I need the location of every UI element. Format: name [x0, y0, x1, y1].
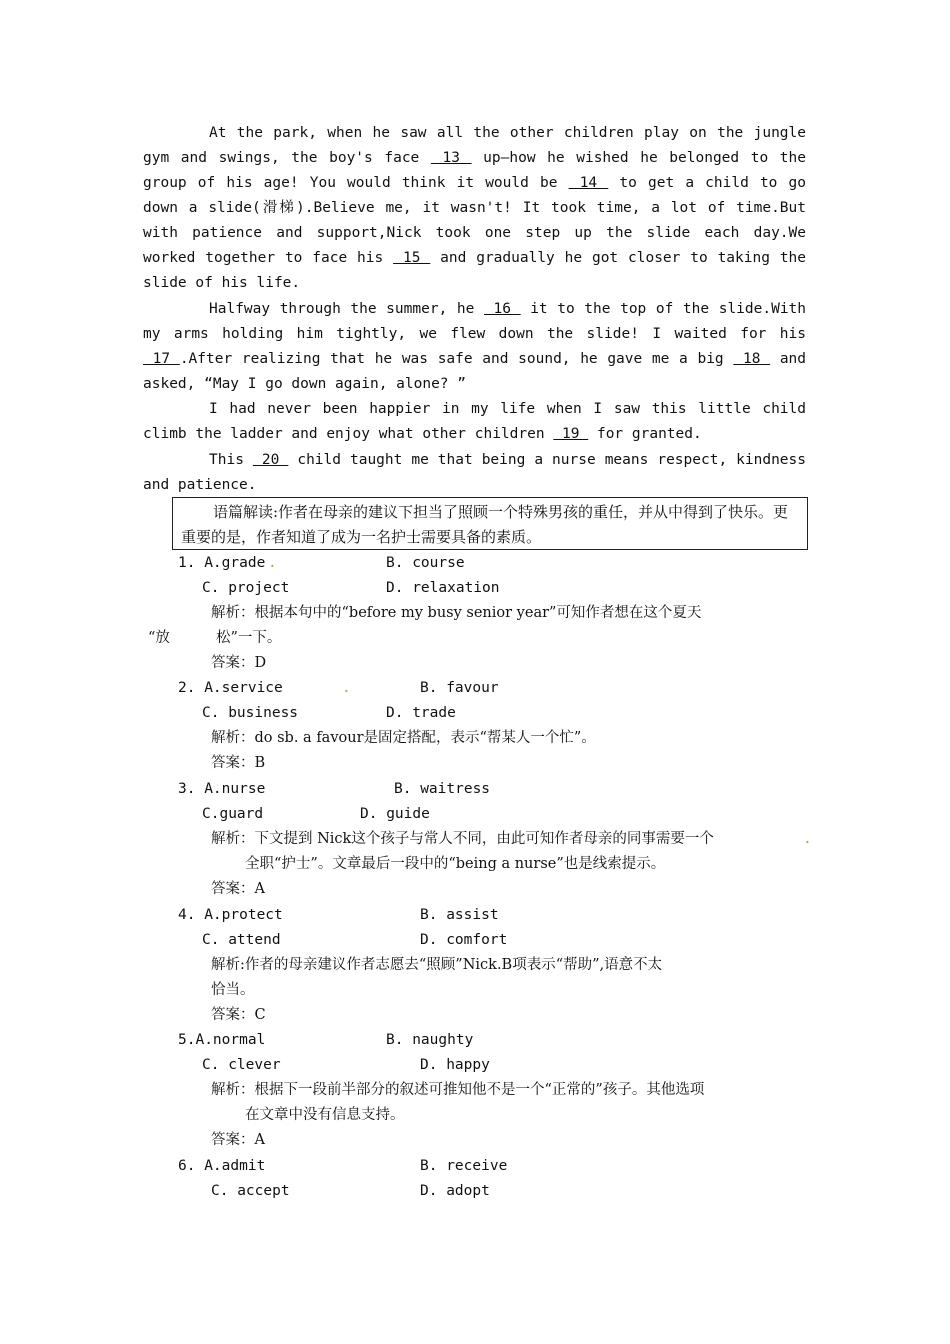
q2-option-c: C. business	[202, 705, 299, 721]
passage-text: and asked, “May I go down again, alone? ”	[143, 351, 807, 392]
blank-17: 17	[143, 351, 180, 367]
q3-analysis: 解析：下文提到 Nick这个孩子与常人不同，由此可知作者母亲的同事需要一个	[211, 831, 714, 847]
passage-paragraph-4	[143, 448, 806, 498]
q1-option-b: B. course	[386, 555, 465, 571]
passage-text: and gradually he got closer to taking the slide of his life.	[143, 250, 807, 291]
q2-option-b: B. favour	[420, 680, 499, 696]
decorative-dot: .	[803, 831, 812, 847]
q3-option-a: 3. A.nurse	[178, 781, 266, 797]
passage-text: .After realizing that he was safe and sound, he gave me a big	[179, 351, 734, 367]
passage-text: it to the top of the slide.With my arms holding him tightly, we flew down the slide! I waited for his	[143, 301, 807, 342]
blank-20: 20	[252, 452, 289, 468]
passage-paragraph-3	[143, 397, 806, 447]
blank-14: 14	[568, 175, 609, 191]
passage-paragraph-1	[143, 121, 806, 296]
q5-option-c: C. clever	[202, 1057, 281, 1073]
q1-analysis-cont: “放 松”一下。	[148, 630, 282, 646]
decorative-dot: .	[268, 555, 277, 571]
passage-text: At the park, when he saw all the other children play on the jungle gym and swings, the boy's face	[143, 125, 806, 166]
q3-answer: 答案：A	[211, 881, 265, 897]
passage-text: to get a child to go down a slide(滑梯).Believe me, it wasn't! It took time, a lot of time.But with patience and support,Nick took one step up the slide each day.We worked together to face his	[143, 175, 806, 266]
blank-15: 15	[393, 250, 431, 266]
q2-option-a: 2. A.service	[178, 680, 283, 696]
q5-option-b: B. naughty	[386, 1032, 474, 1048]
q4-option-b: B. assist	[420, 907, 499, 923]
q1-option-a: 1. A.grade	[178, 555, 266, 571]
q4-option-a: 4. A.protect	[178, 907, 283, 923]
q2-answer: 答案：B	[211, 755, 266, 771]
q4-answer: 答案：C	[211, 1007, 266, 1023]
blank-13: 13	[430, 150, 472, 166]
q6-option-d: D. adopt	[420, 1183, 490, 1199]
q6-option-a: 6. A.admit	[178, 1158, 266, 1174]
blank-18: 18	[733, 351, 771, 367]
q4-option-d: D. comfort	[420, 932, 508, 948]
q5-option-a: 5.A.normal	[178, 1032, 266, 1048]
q5-analysis: 解析：根据下一段前半部分的叙述可推知他不是一个“正常的”孩子。其他选项	[211, 1082, 705, 1098]
q2-analysis: 解析：do sb. a favour是固定搭配，表示“帮某人一个忙”。	[211, 730, 596, 746]
q4-option-c: C. attend	[202, 932, 281, 948]
q5-analysis-cont: 在文章中没有信息支持。	[245, 1107, 405, 1123]
passage-text: for granted.	[588, 426, 702, 442]
passage-text: child taught me that being a nurse means respect, kindness and patience.	[143, 452, 806, 493]
passage-paragraph-2	[143, 297, 806, 397]
passage-text: This	[209, 452, 253, 468]
passage-text: Halfway through the summer, he	[209, 301, 484, 317]
q1-analysis: 解析：根据本句中的“before my busy senior year”可知作者想在这个夏天	[211, 605, 702, 621]
q4-analysis-cont: 恰当。	[211, 982, 255, 998]
q6-option-c: C. accept	[211, 1183, 290, 1199]
q1-answer: 答案：D	[211, 655, 267, 671]
passage-text: I had never been happier in my life when I saw this little child climb the ladder and enjoy what other children	[143, 401, 806, 442]
q5-option-d: D. happy	[420, 1057, 490, 1073]
q1-option-c: C. project	[202, 580, 290, 596]
q1-option-d: D. relaxation	[386, 580, 500, 596]
blank-16: 16	[483, 301, 521, 317]
q3-option-c: C.guard	[202, 806, 264, 822]
q2-option-d: D. trade	[386, 705, 456, 721]
summary-box	[172, 497, 808, 550]
blank-19: 19	[553, 426, 589, 442]
q6-option-b: B. receive	[420, 1158, 508, 1174]
q5-answer: 答案：A	[211, 1132, 265, 1148]
q3-option-d: D. guide	[360, 806, 430, 822]
passage-text: up—how he wished he belonged to the group of his age! You would think it would be	[143, 150, 806, 191]
summary-text: 语篇解读:作者在母亲的建议下担当了照顾一个特殊男孩的重任，并从中得到了快乐。更重要的是，作者知道了成为一名护士需要具备的素质。	[181, 503, 789, 546]
q3-analysis-cont: 全职“护士”。文章最后一段中的“being a nurse”也是线索提示。	[245, 856, 666, 872]
decorative-dot: .	[342, 680, 351, 696]
q3-option-b: B. waitress	[394, 781, 491, 797]
q4-analysis: 解析:作者的母亲建议作者志愿去“照顾”Nick.B项表示“帮助”,语意不太	[211, 957, 663, 973]
